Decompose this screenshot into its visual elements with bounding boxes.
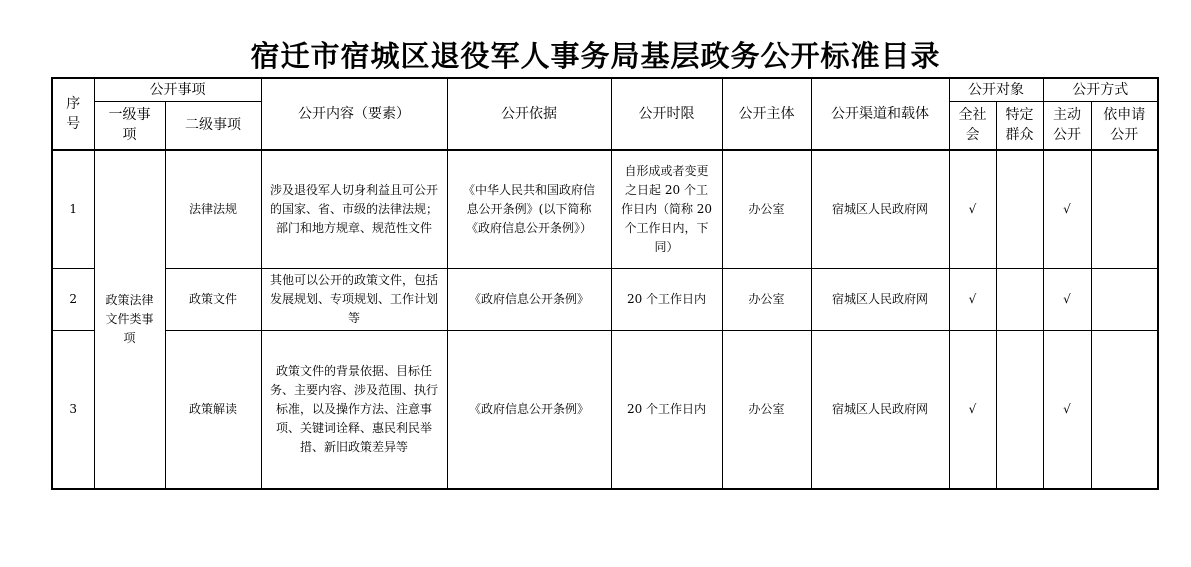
header-time-limit: 公开时限 <box>611 78 722 150</box>
cell-basis: 《中华人民共和国政府信息公开条例》(以下简称《政府信息公开条例》） <box>447 150 611 268</box>
header-level1: 一级事项 <box>94 101 165 150</box>
cell-time-limit: 自形成或者变更之日起 20 个工作日内（简称 20 个工作日内，下同） <box>611 150 722 268</box>
table-row <box>52 330 1158 489</box>
cell-level1-merged: 政策法律文件类事项 <box>94 150 165 489</box>
cell-basis: 《政府信息公开条例》 <box>447 268 611 330</box>
header-seq: 序号 <box>52 78 94 150</box>
cell-target-specific <box>996 268 1043 330</box>
header-method-request: 依申请公开 <box>1091 101 1158 150</box>
cell-time-limit: 20 个工作日内 <box>611 268 722 330</box>
cell-seq: 1 <box>52 150 94 268</box>
cell-method-request <box>1091 150 1158 268</box>
header-item-group: 公开事项 <box>94 78 261 101</box>
cell-seq: 2 <box>52 268 94 330</box>
cell-method-active: √ <box>1043 268 1091 330</box>
cell-target-all: √ <box>949 150 996 268</box>
table-row <box>52 268 1158 330</box>
cell-basis: 《政府信息公开条例》 <box>447 330 611 489</box>
cell-subject: 办公室 <box>722 330 811 489</box>
cell-subject: 办公室 <box>722 150 811 268</box>
header-level2: 二级事项 <box>165 101 261 150</box>
header-row-1 <box>52 78 1158 101</box>
cell-channel: 宿城区人民政府网 <box>811 150 949 268</box>
cell-content: 其他可以公开的政策文件，包括发展规划、专项规划、工作计划等 <box>261 268 447 330</box>
cell-content: 政策文件的背景依据、目标任务、主要内容、涉及范围、执行标准，以及操作方法、注意事项、关键词诠释、惠民利民举措、新旧政策差异等 <box>261 330 447 489</box>
cell-level2: 政策解读 <box>165 330 261 489</box>
table-row <box>52 150 1158 268</box>
header-channel: 公开渠道和载体 <box>811 78 949 150</box>
header-target-specific: 特定群众 <box>996 101 1043 150</box>
cell-method-active: √ <box>1043 150 1091 268</box>
cell-target-all: √ <box>949 268 996 330</box>
cell-content: 涉及退役军人切身利益且可公开的国家、省、市级的法律法规；部门和地方规章、规范性文件 <box>261 150 447 268</box>
cell-channel: 宿城区人民政府网 <box>811 268 949 330</box>
cell-time-limit: 20 个工作日内 <box>611 330 722 489</box>
cell-level2: 政策文件 <box>165 268 261 330</box>
cell-target-specific <box>996 150 1043 268</box>
header-basis: 公开依据 <box>447 78 611 150</box>
cell-subject: 办公室 <box>722 268 811 330</box>
cell-method-request <box>1091 268 1158 330</box>
cell-method-request <box>1091 330 1158 489</box>
header-method-active: 主动公开 <box>1043 101 1091 150</box>
cell-channel: 宿城区人民政府网 <box>811 330 949 489</box>
header-method-group: 公开方式 <box>1043 78 1158 101</box>
cell-target-specific <box>996 330 1043 489</box>
cell-level2: 法律法规 <box>165 150 261 268</box>
header-target-all: 全社会 <box>949 101 996 150</box>
cell-target-all: √ <box>949 330 996 489</box>
disclosure-catalog-table <box>51 77 1159 490</box>
cell-method-active: √ <box>1043 330 1091 489</box>
header-content: 公开内容（要素） <box>261 78 447 150</box>
header-subject: 公开主体 <box>722 78 811 150</box>
document-title: 宿迁市宿城区退役军人事务局基层政务公开标准目录 <box>250 39 941 73</box>
cell-seq: 3 <box>52 330 94 489</box>
header-target-group: 公开对象 <box>949 78 1043 101</box>
